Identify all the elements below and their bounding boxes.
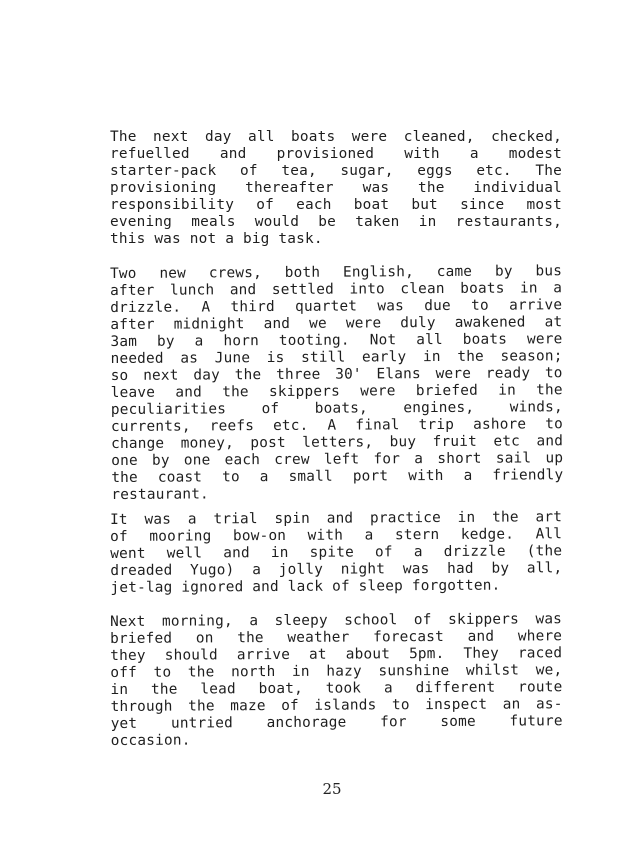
text-line: peculiarities of boats, engines, winds, [110,399,563,418]
text-line: the coast to a small port with a friendly [111,467,564,486]
paragraph-boat-preparation [110,129,562,248]
text-line: currents, reefs etc. A final trip ashore to [110,416,564,435]
paragraph-trial-spin [110,509,563,597]
text-line: 3am by a horn tooting. Not all boats were [110,331,563,350]
text-line: occasion. [110,732,191,749]
text-line: this was not a big task. [110,231,323,247]
text-line: restaurant. [111,486,209,503]
paragraph-crews-arrive [110,263,563,504]
page-number: 25 [322,780,342,798]
text-line: of mooring bow-on with a stern kedge. All [110,526,563,545]
text-line: change money, post letters, buy fruit etc and [111,433,564,452]
text-line: through the maze of islands to inspect an as- [110,696,563,715]
text-line: briefed on the weather forecast and where [110,628,563,647]
text-line: Next morning, a sleepy school of skippers was [110,611,563,630]
text-line: one by one each crew left for a short sail up [111,450,564,469]
text-line: dreaded Yugo) a jolly night was had by all, [110,560,563,579]
text-line: needed as June is still early in the season; [110,348,563,367]
text-line: drizzle. A third quartet was due to arrive [110,297,563,316]
text-line: in the lead boat, took a different route [110,679,563,698]
text-line: Two new crews, both English, came by bus [110,263,563,282]
text-line: evening meals would be taken in restaurants, [110,214,562,230]
text-line: jet-lag ignored and lack of sleep forgotten. [110,577,501,596]
text-line: It was a trial spin and practice in the art [110,509,563,528]
text-line: responsibility of each boat but since most [110,197,562,213]
text-line: off to the north in hazy sunshine whilst we, [110,662,563,681]
paragraph-next-morning [110,611,563,750]
text-line: starter-pack of tea, sugar, eggs etc. The [110,163,562,179]
text-line: yet untried anchorage for some future [110,713,563,732]
text-line: The next day all boats were cleaned, checked, [110,129,562,145]
text-line: so next day the three 30' Elans were ready to [110,365,563,384]
text-line: leave and the skippers were briefed in the [110,382,563,401]
text-line: refuelled and provisioned with a modest [110,146,562,162]
text-line: after midnight and we were duly awakened at [110,314,563,333]
text-line: they should arrive at about 5pm. They raced [110,645,563,664]
text-line: after lunch and settled into clean boats in a [110,280,563,299]
text-line: went well and in spite of a drizzle (the [110,543,563,562]
text-line: provisioning thereafter was the individual [110,180,562,196]
